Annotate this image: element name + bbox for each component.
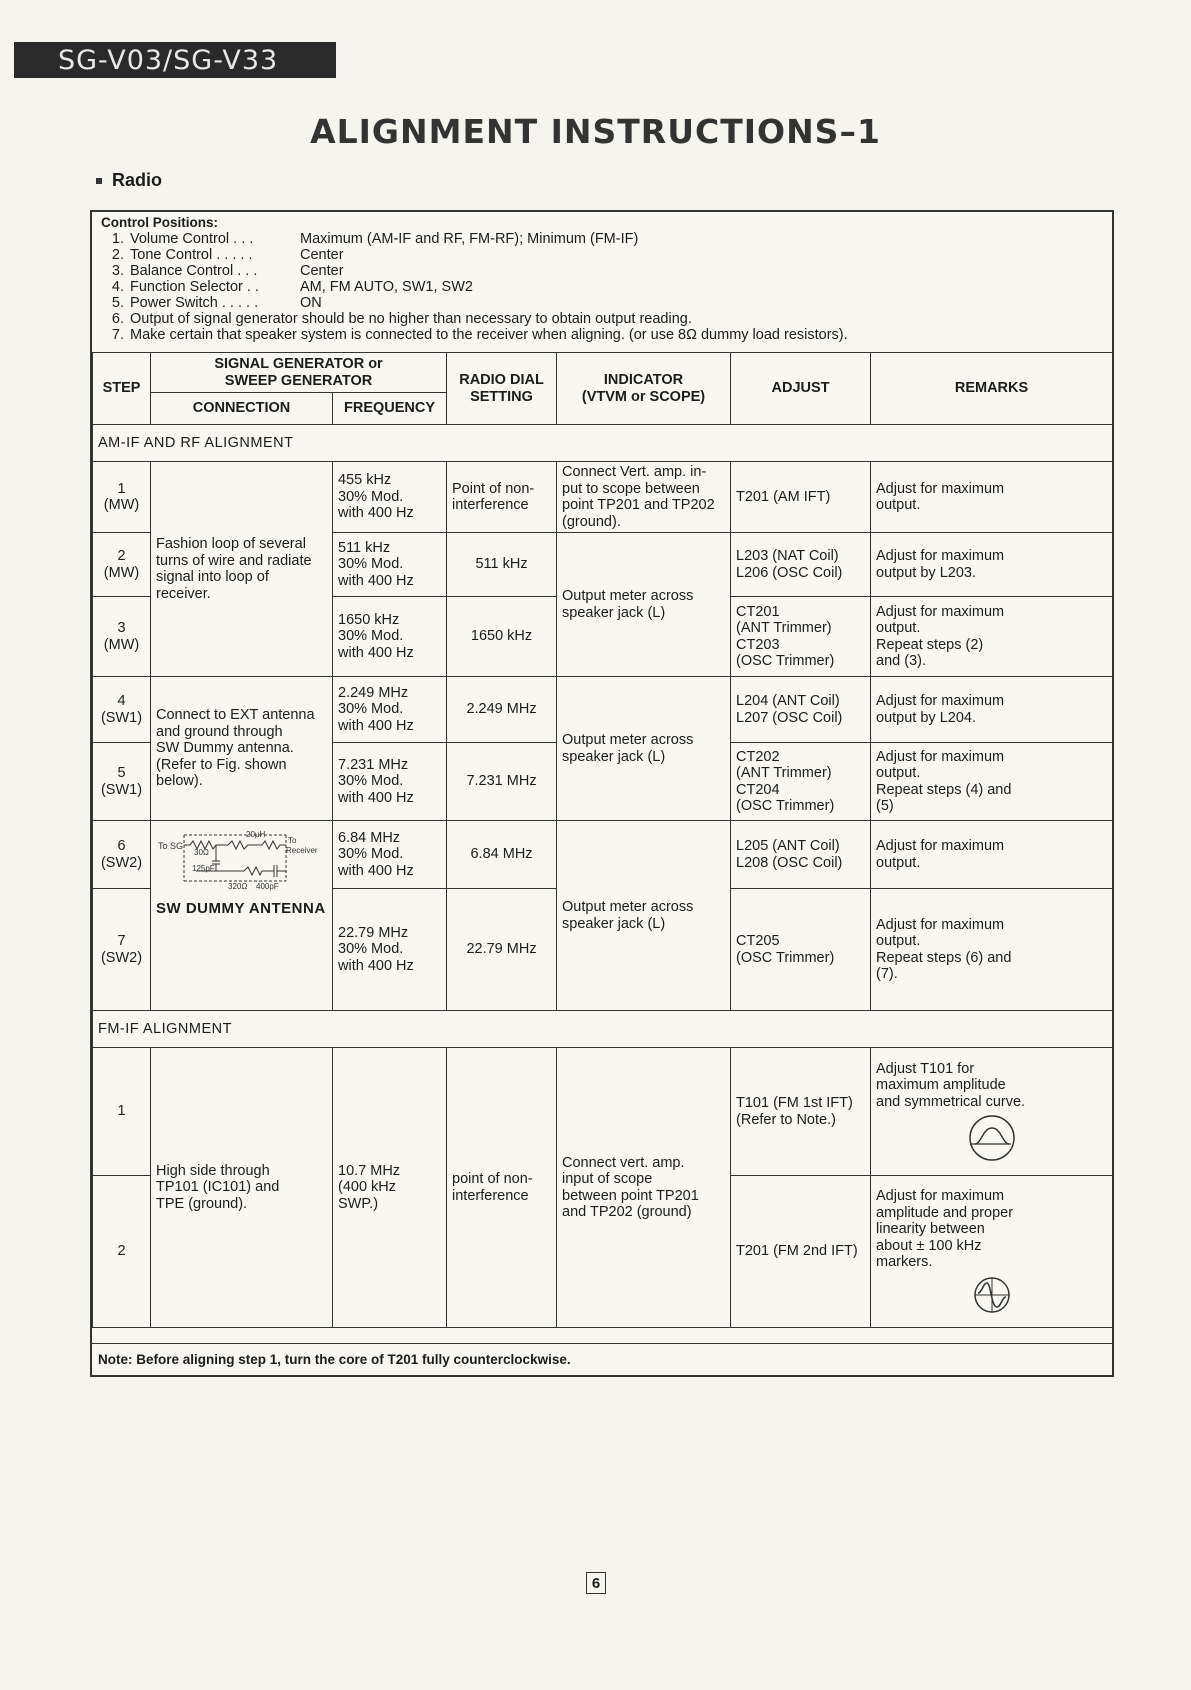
am-section-row: [93, 425, 1113, 462]
mw-connection-cell: Fashion loop of several turns of wire and radiate signal into loop of receiver.: [151, 462, 333, 677]
header-frequency: FREQUENCY: [333, 393, 447, 425]
frequency-cell: 511 kHz 30% Mod. with 400 Hz: [333, 533, 447, 597]
step-cell: 1 (MW): [93, 462, 151, 533]
diagram-label: To: [288, 836, 297, 845]
fm-section-row: [93, 1011, 1113, 1048]
adjust-cell: L205 (ANT Coil) L208 (OSC Coil): [731, 821, 871, 889]
dial-cell: 511 kHz: [447, 533, 557, 597]
control-item: 4. Function Selector . . AM, FM AUTO, SW1, SW2: [111, 279, 473, 295]
remarks-cell: [871, 1048, 1113, 1176]
control-positions-title: Control Positions:: [101, 215, 218, 230]
remarks-cell: Adjust for maximum output.: [871, 462, 1113, 533]
s-curve-icon: [972, 1275, 1012, 1315]
remarks-cell: Adjust for maximum output by L203.: [871, 533, 1113, 597]
adjust-cell: L204 (ANT Coil) L207 (OSC Coil): [731, 677, 871, 743]
fm-connection-cell: High side through TP101 (IC101) and TPE (ground).: [151, 1048, 333, 1328]
control-note: 7. Make certain that speaker system is connected to the receiver when aligning. (or use 8Ω dummy load resistors).: [111, 327, 848, 343]
header-remarks: REMARKS: [871, 353, 1113, 425]
table-row: [93, 1048, 1113, 1176]
remarks-cell: Adjust for maximum output by L204.: [871, 677, 1113, 743]
indicator-cell: Output meter across speaker jack (L): [557, 821, 731, 1011]
adjust-cell: CT201 (ANT Trimmer) CT203 (OSC Trimmer): [731, 597, 871, 677]
diagram-label: 125pF: [192, 864, 215, 873]
adjust-cell: CT205 (OSC Trimmer): [731, 889, 871, 1011]
alignment-table: [92, 352, 1113, 1328]
dummy-antenna-label: SW DUMMY ANTENNA: [156, 900, 326, 917]
control-item: 2. Tone Control . . . . . Center: [111, 247, 344, 263]
diagram-label: To SG: [158, 841, 184, 851]
step-cell: 1: [93, 1048, 151, 1176]
page-title: ALIGNMENT INSTRUCTIONS–1: [310, 112, 881, 151]
remarks-text: Adjust T101 for maximum amplitude and symmetrical curve.: [876, 1060, 1026, 1110]
step-cell: 2 (MW): [93, 533, 151, 597]
step-cell: 5 (SW1): [93, 743, 151, 821]
step-cell: 2: [93, 1176, 151, 1328]
remarks-cell: Adjust for maximum output.: [871, 821, 1113, 889]
adjust-cell: T201 (AM IFT): [731, 462, 871, 533]
dial-cell: 22.79 MHz: [447, 889, 557, 1011]
sw-connection-cell: Connect to EXT antenna and ground through SW Dummy antenna. (Refer to Fig. shown below).: [151, 677, 333, 821]
table-row: [93, 677, 1113, 743]
indicator-cell: Output meter across speaker jack (L): [557, 533, 731, 677]
diagram-label: Receiver: [286, 846, 318, 855]
frequency-cell: 455 kHz 30% Mod. with 400 Hz: [333, 462, 447, 533]
indicator-cell: Output meter across speaker jack (L): [557, 677, 731, 821]
control-item: 3. Balance Control . . . Center: [111, 263, 344, 279]
fm-frequency-cell: 10.7 MHz (400 kHz SWP.): [333, 1048, 447, 1328]
step-cell: 7 (SW2): [93, 889, 151, 1011]
diagram-label: 320Ω: [228, 882, 248, 891]
header-connection: CONNECTION: [151, 393, 333, 425]
dummy-antenna-diagram: [156, 825, 326, 895]
symmetrical-curve-icon: [967, 1114, 1017, 1162]
section-heading-text: Radio: [112, 170, 163, 190]
control-item: 1. Volume Control . . . Maximum (AM-IF and RF, FM-RF); Minimum (FM-IF): [111, 231, 639, 247]
frequency-cell: 7.231 MHz 30% Mod. with 400 Hz: [333, 743, 447, 821]
alignment-frame: [90, 210, 1114, 1377]
dummy-antenna-cell: [151, 821, 333, 1011]
section-heading: [96, 170, 162, 191]
table-row: [93, 462, 1113, 533]
am-section-title: AM-IF AND RF ALIGNMENT: [93, 425, 1113, 462]
remarks-text: Adjust for maximum amplitude and proper linearity between about ± 100 kHz markers.: [876, 1188, 1014, 1271]
remarks-cell: Adjust for maximum output. Repeat steps (6) and (7).: [871, 889, 1113, 1011]
diagram-label: 400pF: [256, 882, 279, 891]
control-positions: [92, 212, 1112, 343]
header-radio-dial: RADIO DIAL SETTING: [447, 353, 557, 425]
diagram-label: 20μH: [246, 830, 266, 839]
fm-indicator-cell: Connect vert. amp. input of scope between point TP201 and TP202 (ground): [557, 1048, 731, 1328]
adjust-cell: CT202 (ANT Trimmer) CT204 (OSC Trimmer): [731, 743, 871, 821]
header-signal-generator: SIGNAL GENERATOR or SWEEP GENERATOR: [151, 353, 447, 393]
page-number: 6: [586, 1572, 606, 1594]
bullet-icon: [96, 178, 102, 184]
dial-cell: 1650 kHz: [447, 597, 557, 677]
fm-section-title: FM-IF ALIGNMENT: [93, 1011, 1113, 1048]
dial-cell: 7.231 MHz: [447, 743, 557, 821]
dial-cell: Point of non- interference: [447, 462, 557, 533]
frequency-cell: 2.249 MHz 30% Mod. with 400 Hz: [333, 677, 447, 743]
remarks-cell: Adjust for maximum output. Repeat steps (4) and (5): [871, 743, 1113, 821]
header-adjust: ADJUST: [731, 353, 871, 425]
indicator-cell: Connect Vert. amp. in- put to scope between point TP201 and TP202 (ground).: [557, 462, 731, 533]
remarks-cell: [871, 1176, 1113, 1328]
control-item: 5. Power Switch . . . . . ON: [111, 295, 322, 311]
header-step: STEP: [93, 353, 151, 425]
control-note: 6. Output of signal generator should be no higher than necessary to obtain output reading.: [111, 311, 692, 327]
header-indicator: INDICATOR (VTVM or SCOPE): [557, 353, 731, 425]
step-cell: 6 (SW2): [93, 821, 151, 889]
note: Note: Before aligning step 1, turn the core of T201 fully counterclockwise.: [92, 1343, 1112, 1375]
frequency-cell: 6.84 MHz 30% Mod. with 400 Hz: [333, 821, 447, 889]
step-cell: 4 (SW1): [93, 677, 151, 743]
frequency-cell: 1650 kHz 30% Mod. with 400 Hz: [333, 597, 447, 677]
adjust-cell: L203 (NAT Coil) L206 (OSC Coil): [731, 533, 871, 597]
table-row: [93, 821, 1113, 889]
adjust-cell: T201 (FM 2nd IFT): [731, 1176, 871, 1328]
dial-cell: 6.84 MHz: [447, 821, 557, 889]
frequency-cell: 22.79 MHz 30% Mod. with 400 Hz: [333, 889, 447, 1011]
diagram-label: 30Ω: [194, 848, 209, 857]
step-cell: 3 (MW): [93, 597, 151, 677]
model-banner: SG-V03/SG-V33: [14, 42, 336, 78]
fm-dial-cell: point of non- interference: [447, 1048, 557, 1328]
adjust-cell: T101 (FM 1st IFT) (Refer to Note.): [731, 1048, 871, 1176]
dial-cell: 2.249 MHz: [447, 677, 557, 743]
remarks-cell: Adjust for maximum output. Repeat steps (2) and (3).: [871, 597, 1113, 677]
